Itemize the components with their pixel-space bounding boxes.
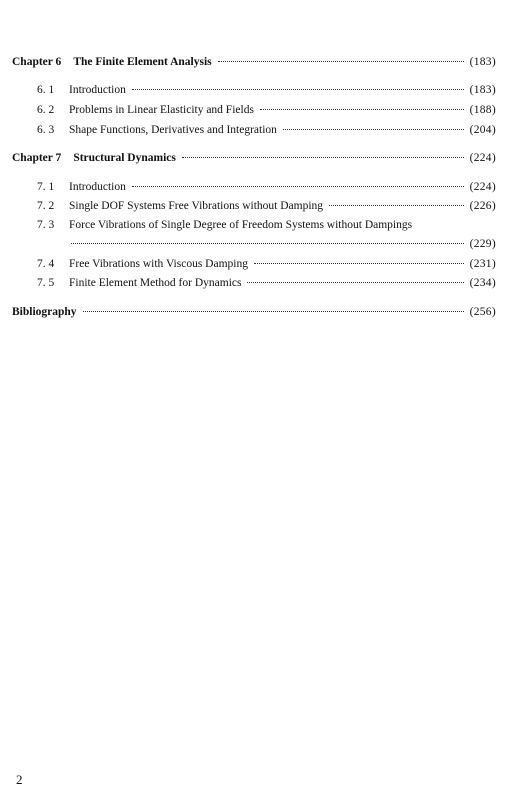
page-number: (183) xyxy=(469,84,496,96)
page-number: (183) xyxy=(469,56,496,68)
dot-leader xyxy=(71,243,464,244)
dot-leader xyxy=(283,129,464,130)
section-number: 6. 1 xyxy=(37,84,55,96)
section-number: 7. 3 xyxy=(37,219,55,231)
page-number: (234) xyxy=(469,277,496,289)
chapter-label: Chapter 7 xyxy=(12,152,62,164)
section-number: 7. 1 xyxy=(37,181,55,193)
toc-chapter-6[interactable] xyxy=(12,55,496,69)
page-number: (188) xyxy=(469,104,496,116)
toc-section-7-2[interactable] xyxy=(37,199,496,213)
toc-bibliography[interactable] xyxy=(12,305,496,319)
section-title: Introduction xyxy=(69,181,126,193)
dot-leader xyxy=(132,186,464,187)
section-title: Single DOF Systems Free Vibrations without Damping xyxy=(69,200,324,212)
chapter-label: Chapter 6 xyxy=(12,56,62,68)
dot-leader xyxy=(83,311,464,312)
dot-leader xyxy=(247,282,463,283)
dot-leader xyxy=(329,205,464,206)
dot-leader xyxy=(182,157,464,158)
section-number: 7. 4 xyxy=(37,258,55,270)
section-title: Force Vibrations of Single Degree of Freedom Systems without Dampings xyxy=(69,219,413,231)
dot-leader xyxy=(260,109,464,110)
toc-section-6-2[interactable] xyxy=(37,103,496,117)
chapter-title: The Finite Element Analysis xyxy=(73,56,212,68)
page-number: (231) xyxy=(469,258,496,270)
dot-leader xyxy=(218,61,464,62)
section-title: Problems in Linear Elasticity and Fields xyxy=(69,104,254,116)
section-title: Finite Element Method for Dynamics xyxy=(69,277,242,289)
toc-section-6-3[interactable] xyxy=(37,123,496,137)
toc-section-6-1[interactable] xyxy=(37,83,496,97)
chapter-title: Structural Dynamics xyxy=(73,152,176,164)
section-number: 6. 2 xyxy=(37,104,55,116)
section-number: 7. 2 xyxy=(37,200,55,212)
dot-leader xyxy=(132,89,464,90)
section-title: Shape Functions, Derivatives and Integration xyxy=(69,124,277,136)
toc-section-7-1[interactable] xyxy=(37,180,496,194)
section-title: Introduction xyxy=(69,84,126,96)
page-number: (204) xyxy=(469,124,496,136)
toc-section-7-3-continuation[interactable] xyxy=(71,237,496,251)
page-number: (256) xyxy=(469,306,496,318)
toc-section-7-4[interactable] xyxy=(37,257,496,271)
toc-section-7-3[interactable] xyxy=(37,218,496,232)
bibliography-title: Bibliography xyxy=(12,306,77,318)
dot-leader xyxy=(254,263,464,264)
page-folio: 2 xyxy=(16,772,23,787)
toc-section-7-5[interactable] xyxy=(37,276,496,290)
section-number: 6. 3 xyxy=(37,124,55,136)
page-number: (229) xyxy=(469,238,496,250)
page-number: (224) xyxy=(469,181,496,193)
section-number: 7. 5 xyxy=(37,277,55,289)
page-number: (226) xyxy=(469,200,496,212)
toc-chapter-7[interactable] xyxy=(12,151,496,165)
page-number: (224) xyxy=(469,152,496,164)
section-title: Free Vibrations with Viscous Damping xyxy=(69,258,248,270)
